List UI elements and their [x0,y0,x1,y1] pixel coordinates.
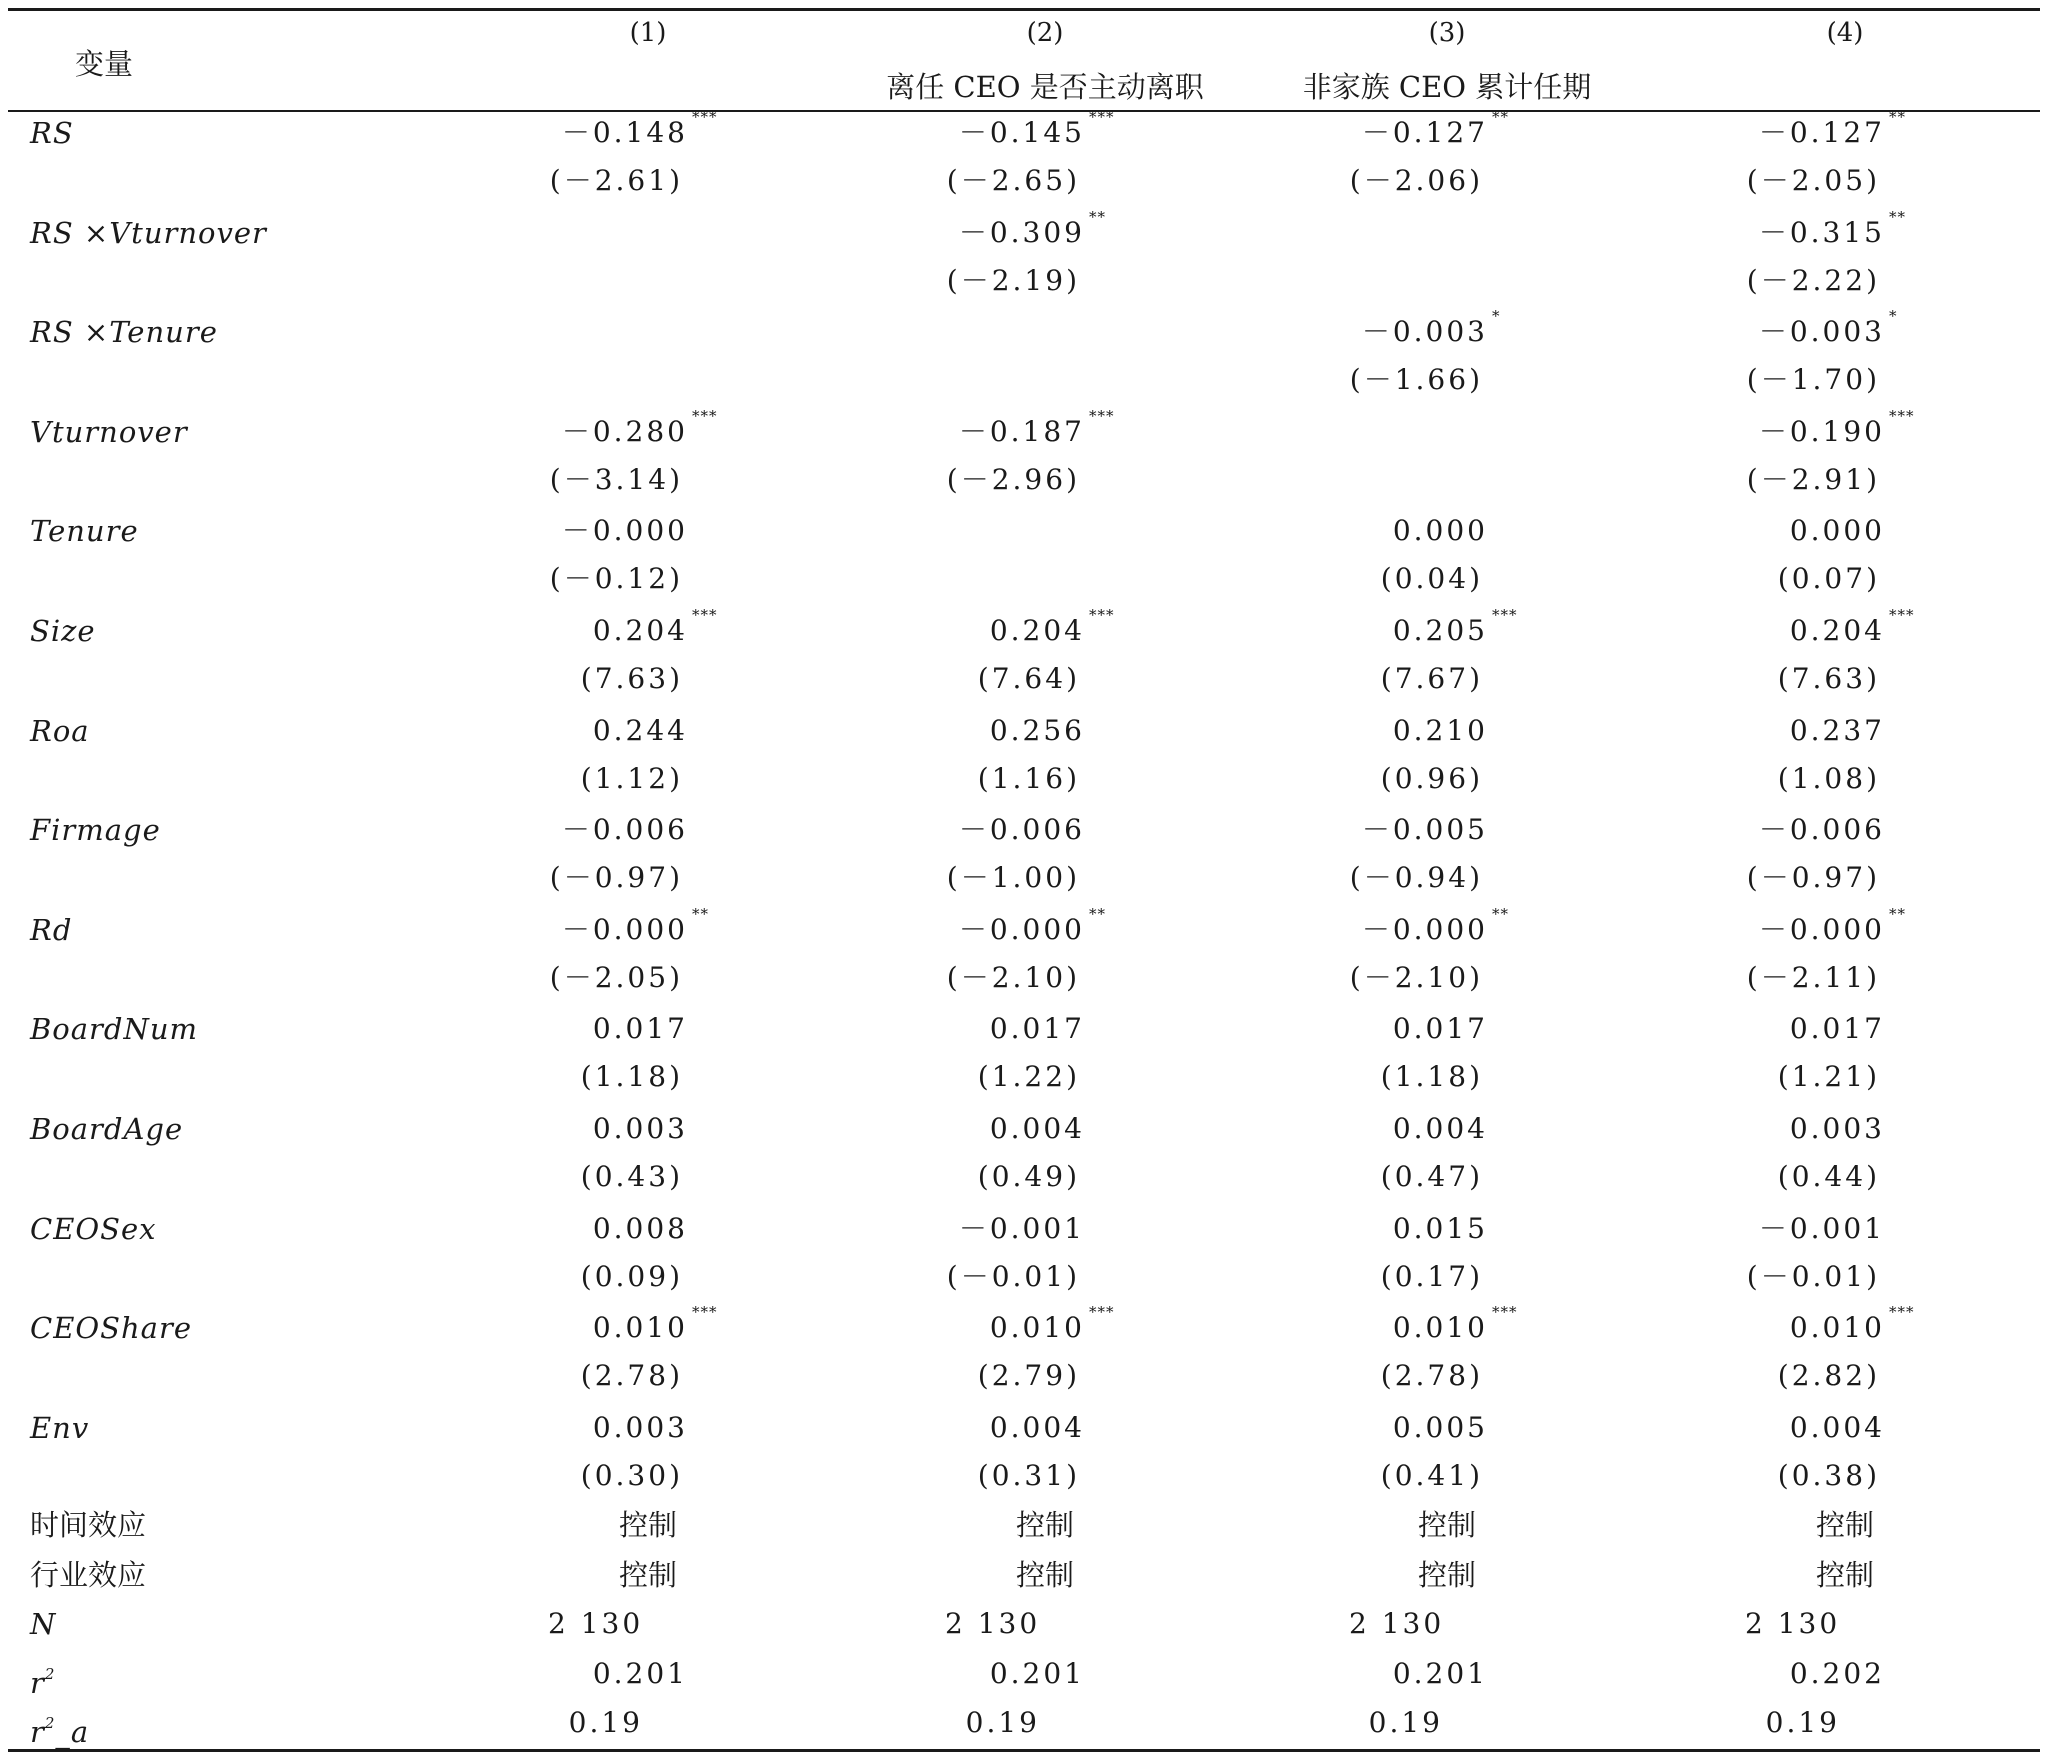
t-statistic-cell: (0.17) [1380,1259,1483,1293]
significance-stars: *** [1492,606,1518,624]
column-number-4: (4) [1826,18,1864,48]
coefficient-cell: 0.004 [1789,1410,1885,1444]
table-row [0,1009,2048,1059]
coefficient-cell: 0.204 [592,614,688,647]
control-cell: 控制 [1815,1508,1875,1543]
adj-r-squared-row [0,1703,2048,1753]
t-stat-row [0,1057,2048,1107]
t-statistic-cell: (－0.01) [946,1259,1080,1293]
t-stat-row [0,858,2048,908]
significance-stars: *** [692,406,718,425]
t-statistic-cell: (2.79) [977,1359,1080,1393]
table-row [0,511,2048,561]
t-statistic-cell: (－2.05) [549,960,683,994]
coefficient-cell: －0.000 [561,514,688,548]
table-row [0,1209,2048,1259]
control-cell: 控制 [618,1557,678,1592]
t-statistic-cell: (－1.00) [946,861,1080,895]
t-statistic-cell: (－2.06) [1349,164,1483,197]
t-stat-row [0,958,2048,1008]
t-statistic-cell: (0.96) [1380,761,1483,795]
significance-stars: *** [1089,1303,1115,1322]
coefficient-cell: 0.004 [989,1112,1085,1145]
control-row [0,1505,2048,1555]
significance-stars: *** [692,606,718,624]
t-statistic-cell: (1.08) [1777,761,1880,795]
table-row [0,711,2048,761]
t-statistic-cell: (－2.05) [1746,164,1880,197]
significance-stars: *** [1089,606,1115,624]
superscript: 2 [44,1714,56,1733]
significance-stars: ** [1089,904,1106,923]
table-row [0,406,2048,462]
t-statistic-cell: (2.78) [580,1359,683,1393]
r-squared-cell: 0.201 [989,1656,1085,1690]
coefficient-cell: －0.145 [958,116,1085,149]
coefficient-cell: －0.005 [1361,813,1488,847]
r-squared-row [0,1654,2048,1704]
t-statistic-cell: (1.12) [580,761,683,795]
t-statistic-cell: (－0.97) [549,861,683,895]
t-stat-row [0,1257,2048,1307]
row-label: RS [30,116,74,150]
t-statistic-cell: (－1.70) [1746,363,1880,397]
variable-header: 变量 [75,47,134,81]
coefficient-cell: －0.000 [958,912,1085,946]
coefficient-cell: 0.003 [1789,1112,1885,1145]
row-label: Size [30,614,96,648]
significance-stars: ** [1889,904,1906,923]
coefficient-cell: －0.127 [1758,116,1885,149]
significance-stars: *** [1089,406,1115,425]
t-statistic-cell: (0.43) [580,1160,683,1193]
table-row [0,904,2048,960]
row-label: 行业效应 [30,1557,147,1592]
coefficient-cell: 0.205 [1392,614,1488,647]
adj-r-squared-cell: 0.19 [568,1706,643,1740]
t-stat-row [0,659,2048,709]
t-stat-row [0,559,2048,609]
t-statistic-cell: (－0.01) [1746,1259,1880,1293]
coefficient-cell: －0.187 [958,414,1085,448]
t-statistic-cell: (0.49) [977,1160,1080,1193]
t-statistic-cell: (0.47) [1380,1160,1483,1193]
column-number-1: (1) [629,18,667,48]
coefficient-cell: －0.003 [1361,315,1488,349]
control-cell: 控制 [1015,1508,1075,1543]
t-statistic-cell: (－2.65) [946,164,1080,197]
coefficient-cell: －0.006 [958,813,1085,847]
r-squared-cell: 0.201 [1392,1656,1488,1690]
coefficient-cell: 0.004 [989,1410,1085,1444]
adj-r-squared-cell: 0.19 [1765,1706,1840,1740]
t-statistic-cell: (－2.10) [1349,960,1483,994]
t-statistic-cell: (0.09) [580,1259,683,1293]
significance-stars: *** [1889,606,1915,624]
significance-stars: ** [1492,108,1509,126]
column-number-3: (3) [1428,18,1466,48]
column-number-2: (2) [1026,18,1064,48]
t-statistic-cell: (0.44) [1777,1160,1880,1193]
table-row [0,606,2048,661]
significance-stars: *** [1889,406,1915,425]
t-statistic-cell: (－0.94) [1349,861,1483,895]
coefficient-cell: 0.244 [592,713,688,747]
t-stat-row [0,161,2048,211]
table-row [0,307,2048,362]
t-statistic-cell: (0.07) [1777,562,1880,596]
control-cell: 控制 [1815,1557,1875,1592]
t-statistic-cell: (－2.91) [1746,462,1880,496]
control-row [0,1555,2048,1605]
coefficient-cell: 0.017 [1789,1012,1885,1046]
coefficient-cell: －0.001 [1758,1211,1885,1245]
observations-cell: 2 130 [1349,1607,1445,1641]
coefficient-cell: 0.003 [592,1410,688,1444]
significance-stars: ** [1089,207,1106,226]
coefficient-cell: 0.210 [1392,713,1488,747]
significance-stars: ** [1889,108,1906,126]
row-label: BoardAge [30,1112,184,1146]
row-label: Env [30,1410,90,1445]
coefficient-cell: 0.017 [989,1012,1085,1046]
coefficient-cell: 0.000 [1789,514,1885,548]
coefficient-cell: 0.015 [1392,1211,1488,1245]
row-label: Rd [30,912,73,947]
row-label: $r^2\_a$ [30,1714,90,1750]
coefficient-cell: －0.190 [1758,414,1885,448]
t-statistic-cell: (－2.10) [946,960,1080,994]
significance-stars: *** [692,108,718,126]
significance-stars: ** [692,904,709,923]
table-row [0,1408,2048,1458]
table-row [0,108,2048,163]
significance-stars: *** [1089,108,1115,126]
coefficient-cell: －0.000 [1361,912,1488,946]
row-label: CEOSex [30,1211,157,1246]
t-stat-row [0,360,2048,410]
coefficient-cell: 0.010 [1392,1311,1488,1345]
t-stat-row [0,261,2048,311]
t-statistic-cell: (－0.97) [1746,861,1880,895]
row-label: $r^2$ [30,1664,56,1700]
r-squared-cell: 0.202 [1789,1656,1885,1690]
control-cell: 控制 [1417,1508,1477,1543]
t-statistic-cell: (－2.96) [946,462,1080,496]
t-statistic-cell: (－1.66) [1349,363,1483,397]
table-row [0,810,2048,860]
coefficient-cell: 0.004 [1392,1112,1488,1145]
t-statistic-cell: (7.67) [1380,662,1483,695]
significance-stars: ** [1492,904,1509,923]
t-stat-row [0,759,2048,809]
coefficient-cell: 0.204 [989,614,1085,647]
coefficient-cell: 0.000 [1392,514,1488,548]
observations-row [0,1604,2048,1654]
coefficient-cell: 0.204 [1789,614,1885,647]
row-label: RS ×Vturnover [30,215,267,250]
t-statistic-cell: (7.63) [580,662,683,695]
row-label: N [30,1607,57,1642]
coefficient-cell: －0.003 [1758,315,1885,349]
column-title-3: 非家族 CEO 累计任期 [1302,70,1592,104]
t-statistic-cell: (0.41) [1380,1458,1483,1492]
t-statistic-cell: (－2.11) [1746,960,1880,994]
superscript: 2 [44,1664,56,1683]
t-statistic-cell: (1.21) [1777,1060,1880,1094]
r-squared-cell: 0.201 [592,1656,688,1690]
t-statistic-cell: (－2.61) [549,164,683,197]
significance-stars: * [1889,307,1898,326]
t-stat-row [0,1157,2048,1207]
coefficient-cell: 0.017 [1392,1012,1488,1046]
t-statistic-cell: (0.30) [580,1458,683,1492]
observations-cell: 2 130 [548,1607,644,1641]
coefficient-cell: －0.280 [561,414,688,448]
t-statistic-cell: (1.18) [580,1060,683,1094]
table-row [0,1303,2048,1358]
coefficient-cell: －0.148 [561,116,688,149]
row-label: Roa [30,713,90,748]
coefficient-cell: 0.017 [592,1012,688,1046]
adj-r-squared-cell: 0.19 [965,1706,1040,1740]
table-row [0,1109,2048,1159]
t-statistic-cell: (1.16) [977,761,1080,795]
t-statistic-cell: (－2.19) [946,263,1080,297]
t-statistic-cell: (0.31) [977,1458,1080,1492]
table-row [0,207,2048,263]
t-stat-row [0,460,2048,510]
coefficient-cell: 0.008 [592,1211,688,1245]
observations-cell: 2 130 [945,1607,1041,1641]
t-statistic-cell: (7.64) [977,662,1080,695]
coefficient-cell: －0.001 [958,1211,1085,1245]
control-cell: 控制 [618,1508,678,1543]
coefficient-cell: 0.003 [592,1112,688,1145]
coefficient-cell: －0.006 [1758,813,1885,847]
coefficient-cell: 0.010 [592,1311,688,1345]
row-label: Vturnover [30,414,188,449]
coefficient-cell: 0.256 [989,713,1085,747]
top-rule [8,8,2040,11]
coefficient-cell: －0.000 [1758,912,1885,946]
row-label: 时间效应 [30,1508,147,1543]
control-cell: 控制 [1417,1557,1477,1592]
row-label: Firmage [30,813,161,848]
header-rule [8,110,2040,112]
row-label: Tenure [30,514,139,549]
coefficient-cell: －0.309 [958,215,1085,249]
t-statistic-cell: (7.63) [1777,662,1880,695]
t-statistic-cell: (0.38) [1777,1458,1880,1492]
t-stat-row [0,1356,2048,1406]
significance-stars: *** [692,1303,718,1322]
coefficient-cell: －0.000 [561,912,688,946]
row-label: CEOShare [30,1311,192,1346]
label-suffix: _a [55,1715,90,1750]
coefficient-cell: 0.237 [1789,713,1885,747]
significance-stars: *** [1492,1303,1518,1322]
row-label: RS ×Tenure [30,315,218,350]
coefficient-cell: 0.010 [989,1311,1085,1345]
significance-stars: * [1492,307,1501,326]
t-statistic-cell: (1.22) [977,1060,1080,1094]
observations-cell: 2 130 [1745,1607,1841,1641]
t-statistic-cell: (－3.14) [549,462,683,496]
t-statistic-cell: (2.82) [1777,1359,1880,1393]
t-statistic-cell: (－2.22) [1746,263,1880,297]
significance-stars: *** [1889,1303,1915,1322]
column-title-2: 离任 CEO 是否主动离职 [886,70,1204,104]
t-statistic-cell: (2.78) [1380,1359,1483,1393]
control-cell: 控制 [1015,1557,1075,1592]
coefficient-cell: －0.006 [561,813,688,847]
t-statistic-cell: (－0.12) [549,562,683,596]
coefficient-cell: －0.315 [1758,215,1885,249]
row-label: BoardNum [30,1012,199,1047]
coefficient-cell: 0.005 [1392,1410,1488,1444]
coefficient-cell: 0.010 [1789,1311,1885,1345]
t-stat-row [0,1456,2048,1506]
coefficient-cell: －0.127 [1361,116,1488,149]
adj-r-squared-cell: 0.19 [1368,1706,1443,1740]
t-statistic-cell: (0.04) [1380,562,1483,596]
significance-stars: ** [1889,207,1906,226]
t-statistic-cell: (1.18) [1380,1060,1483,1094]
